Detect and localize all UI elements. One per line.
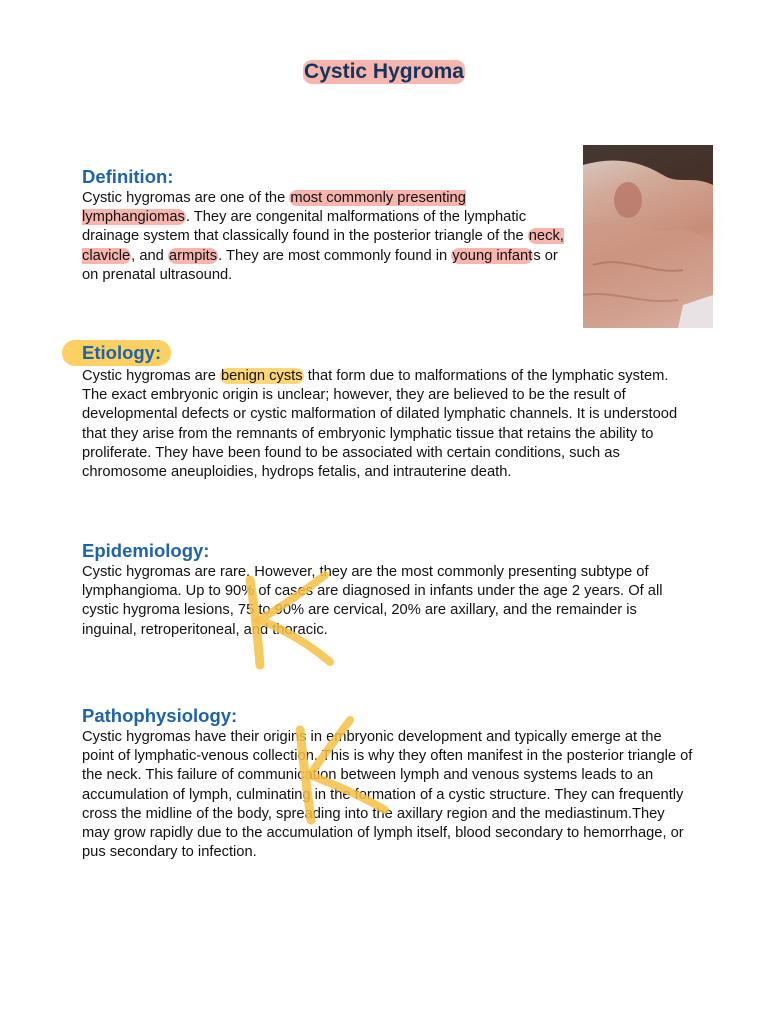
highlight-pink: young infant — [452, 247, 533, 264]
highlight-yellow: benign cysts — [220, 368, 303, 384]
epidemiology-text: Cystic hygromas are rare. However, they are the most commonly presenting subtype of lymphangioma. Up to 90% of cases are diagnosed in infants under the age 2 years. Of all cystic hygroma lesions, 75 to 90% are cervical, 20% are axillary, and the remainder is inguinal, retroperitoneal, and thoracic. — [82, 564, 663, 638]
highlight-pink: armpits — [168, 247, 218, 264]
pathophysiology-section — [82, 705, 694, 862]
definition-text: Cystic hygromas are one of the most commonly presenting lymphangiomas. They are congenital malformations of the lymphatic drainage system that classically found in the posterior triangle of the neck, clavicle, and armpits. They are most commonly found in young infants or on prenatal ultrasound. — [82, 190, 564, 283]
etiology-text: Cystic hygromas are benign cysts that form due to malformations of the lymphatic system. The exact embryonic origin is unclear; however, they are believed to be the result of developmental defects or cystic malformation of dilated lymphatic channels. It is understood that they arise from the remnants of embryonic lymphatic tissue that retains the ability to proliferate. They have been found to be associated with certain conditions, such as chromosome aneuploidies, hydrops fetalis, and intrauterine death. — [82, 368, 678, 481]
etiology-heading: Etiology: — [62, 340, 171, 366]
epidemiology-heading: Epidemiology: — [82, 540, 210, 561]
highlight-pink: neck, clavicle — [82, 228, 564, 264]
definition-heading: Definition: — [82, 166, 174, 187]
page-title: Cystic Hygroma — [304, 60, 464, 83]
etiology-section — [82, 340, 694, 482]
pathophysiology-heading: Pathophysiology: — [82, 705, 238, 726]
highlight-pink: most commonly presenting lymphangiomas — [82, 190, 466, 226]
infant-photo — [583, 145, 713, 328]
infant-neck-image — [583, 145, 713, 328]
epidemiology-section — [82, 540, 694, 640]
pathophysiology-text: Cystic hygromas have their origins in embryonic development and typically emerge at the point of lymphatic-venous collection. This is why they often manifest in the posterior triangle of the neck. This failure of communication between lymph and venous systems leads to an accumulation of lymph, culminating in the formation of a cystic structure. They can frequently cross the midline of the body, spreading into the axillary region and the mediastinum.They may grow rapidly due to the accumulation of lymph itself, blood secondary to hemorrhage, or pus secondary to infection. — [82, 729, 693, 861]
